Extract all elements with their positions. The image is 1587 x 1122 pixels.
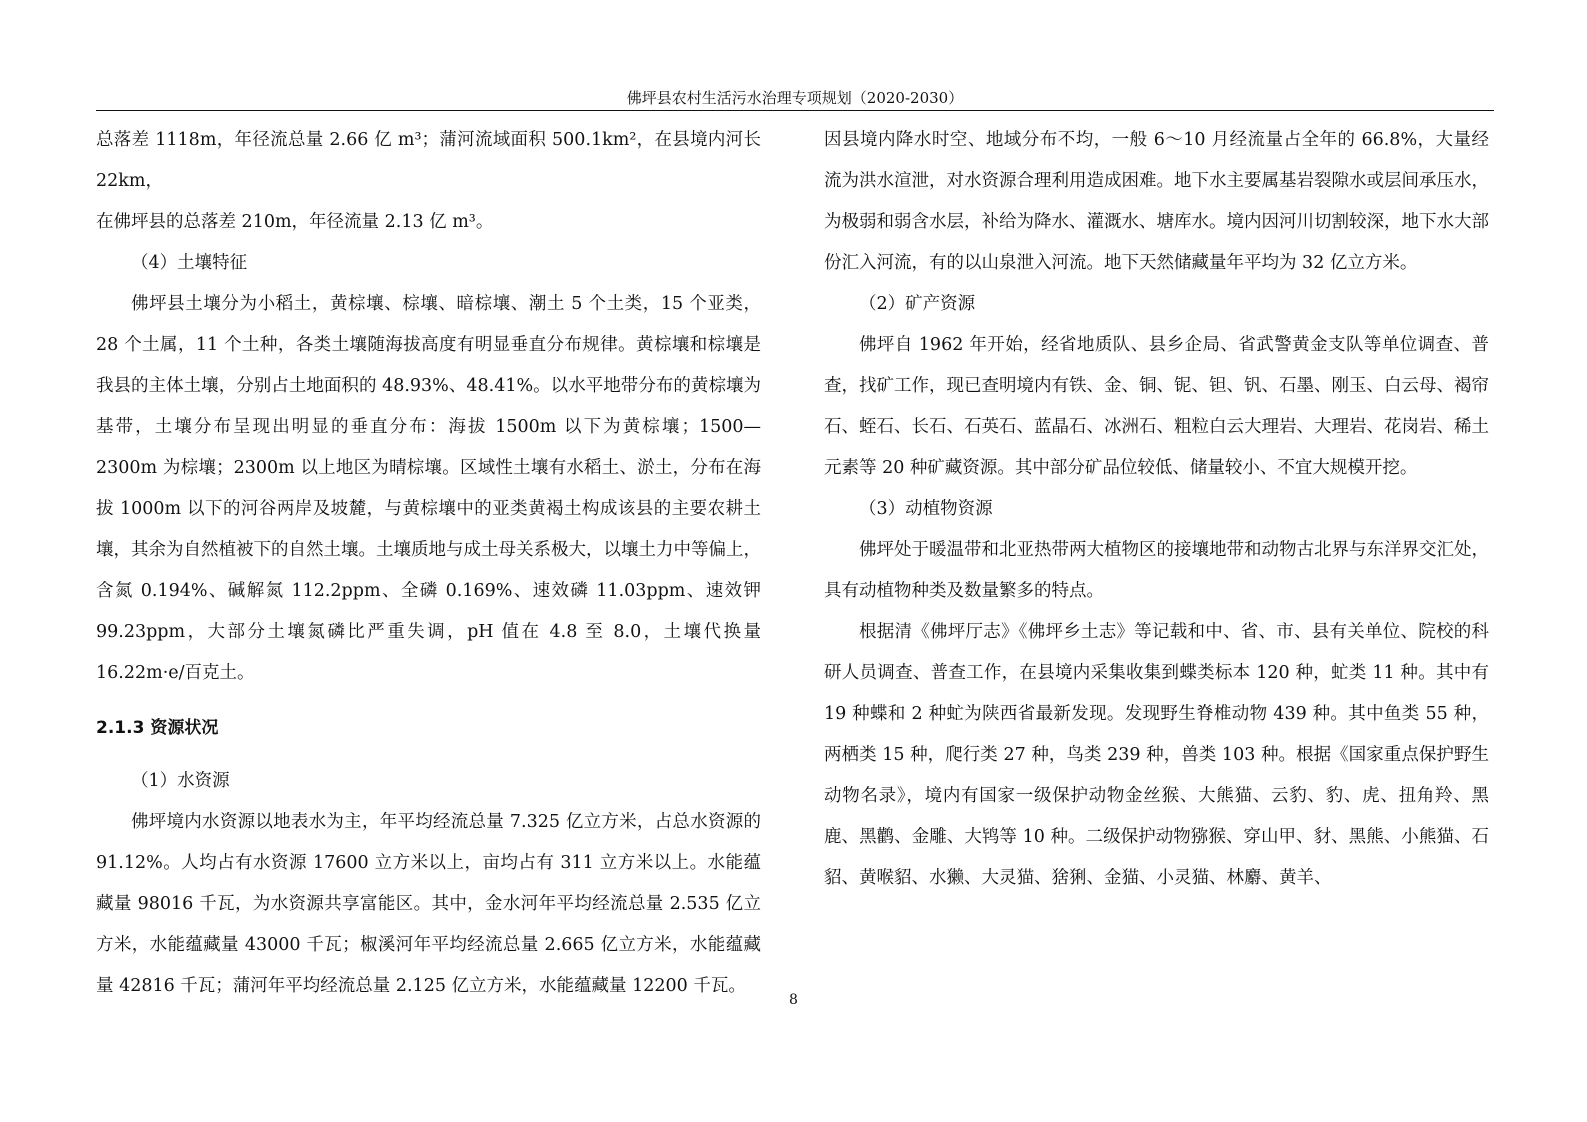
left-column xyxy=(96,120,761,1007)
right-column xyxy=(824,120,1489,899)
water-heading: （1）水资源 xyxy=(131,771,230,791)
soil-paragraph: 佛坪县土壤分为小稻土，黄棕壤、棕壤、暗棕壤、潮土 5 个土类，15 个亚类，28 个土属，11 个土种，各类土壤随海拔高度有明显垂直分布规律。黄棕壤和棕壤是我县的主体土壤，分别占土地面积的 48.93%、48.41%。以水平地带分布的黄棕壤为基带，土壤分布呈现出明显的垂直分布：海拔 1500m 以下为黄棕壤；1500—2300m 为棕壤；2300m 以上地区为晴棕壤。区域性土壤有水稻土、淤土，分布在海拔 1000m 以下的河谷两岸及坡麓，与黄棕壤中的亚类黄褐土构成该县的主要农耕土壤，其余为自然植被下的自然土壤。土壤质地与成土母关系极大，以壤土力中等偏上，含氮 0.194%、碱解氮 112.2ppm、全磷 0.169%、速效磷 11.03ppm、速效钾 99.23ppm，大部分土壤氮磷比严重失调，pH 值在 4.8 至 8.0，土壤代换量 16.22m·e/百克土。 xyxy=(96,294,761,683)
intro-line-1: 总落差 1118m，年径流总量 2.66 亿 m³；蒲河流域面积 500.1km²，在县境内河长 22km， xyxy=(96,130,761,191)
page-number: 8 xyxy=(789,992,798,1008)
intro-line-2: 在佛坪县的总落差 210m，年径流量 2.13 亿 m³。 xyxy=(96,212,494,232)
mineral-paragraph: 佛坪自 1962 年开始，经省地质队、县乡企局、省武警黄金支队等单位调查、普查，找矿工作，现已查明境内有铁、金、铜、铌、钽、钒、石墨、刚玉、白云母、褐帘石、蛭石、长石、石英石、蓝晶石、冰洲石、粗粒白云大理岩、大理岩、花岗岩、稀土元素等 20 种矿藏资源。其中部分矿品位较低、储量较小、不宜大规模开挖。 xyxy=(824,335,1489,478)
fauna-paragraph-2: 根据清《佛坪厅志》《佛坪乡土志》等记载和中、省、市、县有关单位、院校的科研人员调查、普查工作，在县境内采集收集到蝶类标本 120 种，虻类 11 种。其中有 19 种蝶和 2 种虻为陕西省最新发现。发现野生脊椎动物 439 种。其中鱼类 55 种，两栖类 15 种，爬行类 27 种，鸟类 239 种，兽类 103 种。根据《国家重点保护野生动物名录》，境内有国家一级保护动物金丝猴、大熊猫、云豹、豹、虎、扭角羚、黑鹿、黑鹳、金雕、大鸨等 10 种。二级保护动物猕猴、穿山甲、豺、黑熊、小熊猫、石貂、黄喉貂、水獭、大灵猫、猞猁、金猫、小灵猫、林麝、黄羊、 xyxy=(824,622,1489,888)
fauna-paragraph-1: 佛坪处于暖温带和北亚热带两大植物区的接壤地带和动物古北界与东洋界交汇处，具有动植物种类及数量繁多的特点。 xyxy=(824,540,1489,601)
page-header: 佛坪县农村生活污水治理专项规划（2020-2030） xyxy=(626,89,964,107)
water-paragraph: 佛坪境内水资源以地表水为主，年平均经流总量 7.325 亿立方米，占总水资源的 91.12%。人均占有水资源 17600 立方米以上，亩均占有 311 立方米以上。水能蕴藏量 98016 千瓦，为水资源共享富能区。其中，金水河年平均经流总量 2.535 亿立方米，水能蕴藏量 43000 千瓦；椒溪河年平均经流总量 2.665 亿立方米，水能蕴藏量 42816 千瓦；蒲河年平均经流总量 2.125 亿立方米，水能蕴藏量 12200 千瓦。 xyxy=(96,812,761,996)
water-paragraph-continued: 因县境内降水时空、地域分布不均，一般 6～10 月经流量占全年的 66.8%，大量经流为洪水渲泄，对水资源合理利用造成困难。地下水主要属基岩裂隙水或层间承压水，为极弱和弱含水层，补给为降水、灌溉水、塘库水。境内因河川切割较深，地下水大部份汇入河流，有的以山泉泄入河流。地下天然储藏量年平均为 32 亿立方米。 xyxy=(824,130,1489,273)
header-rule xyxy=(96,110,1494,111)
soil-heading: （4）土壤特征 xyxy=(131,253,248,273)
mineral-heading: （2）矿产资源 xyxy=(859,294,976,314)
fauna-heading: （3）动植物资源 xyxy=(859,499,993,519)
section-heading: 2.1.3 资源状况 xyxy=(96,718,219,738)
